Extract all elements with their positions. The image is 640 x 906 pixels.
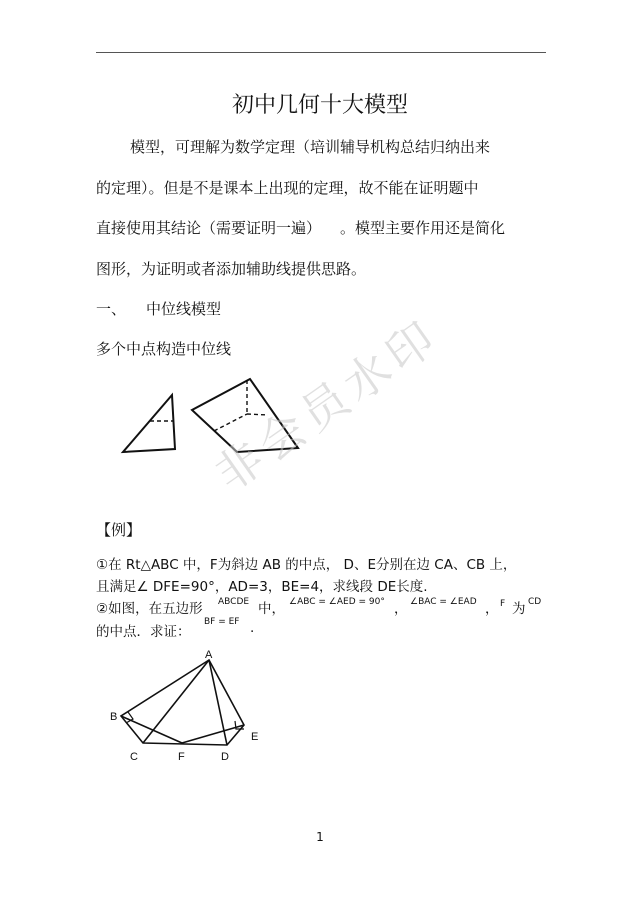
intro-line-3b: 。模型主要作用还是简化	[340, 219, 506, 237]
segment-ef	[182, 725, 244, 743]
q2-period: .	[250, 620, 255, 636]
label-e: E	[251, 731, 259, 743]
intro-line-1: 模型，可理解为数学定理（培训辅导机构总结归纳出来	[130, 138, 491, 156]
pentagon-outline	[121, 660, 244, 745]
q2-condition-angles: ∠ABC = ∠AED = 90°	[289, 597, 385, 607]
q2-line-2: 的中点．求证：	[96, 624, 191, 640]
example-label: 【例】	[96, 521, 142, 539]
q2-prove-statement: BF = EF	[204, 617, 240, 627]
intro-line-2: 的定理）。但是不是课本上出现的定理，故不能在证明题中	[96, 179, 479, 197]
label-f: F	[178, 751, 185, 763]
q2-comma-2: ，	[485, 601, 499, 617]
watermark: 非会员水印	[205, 308, 450, 502]
q2-point-f: F	[500, 599, 506, 609]
q2-comma-1: ，	[394, 601, 408, 617]
label-c: C	[130, 751, 138, 763]
section-number: 一、	[96, 300, 127, 318]
page-title: 初中几何十大模型	[231, 93, 408, 118]
section-heading: 中位线模型	[146, 300, 222, 318]
q2-condition-equal-angles: ∠BAC = ∠EAD	[410, 597, 477, 607]
question-1-line-2: 且满足∠ DFE=90°，AD=3，BE=4，求线段 DE长度.	[96, 579, 428, 595]
question-2-intro: ②如图，在五边形	[96, 601, 203, 617]
label-d: D	[221, 751, 229, 763]
q2-segment-cd: CD	[528, 597, 542, 607]
page-number: 1	[316, 830, 324, 844]
intro-line-4: 图形，为证明或者添加辅助线提供思路。	[96, 260, 367, 278]
intro-line-3a: 直接使用其结论（需要证明一遍）	[96, 219, 322, 237]
label-b: B	[110, 711, 118, 723]
q2-text-wei: 为	[512, 601, 526, 617]
question-1-line-1: ①在 Rt△ABC 中，F为斜边 AB 的中点， D、E分别在边 CA、CB 上，	[96, 557, 517, 573]
label-a: A	[205, 649, 213, 661]
q2-pentagon-name: ABCDE	[218, 597, 250, 607]
section-subheading: 多个中点构造中位线	[96, 340, 232, 358]
q2-text-zhong: 中，	[258, 601, 285, 617]
